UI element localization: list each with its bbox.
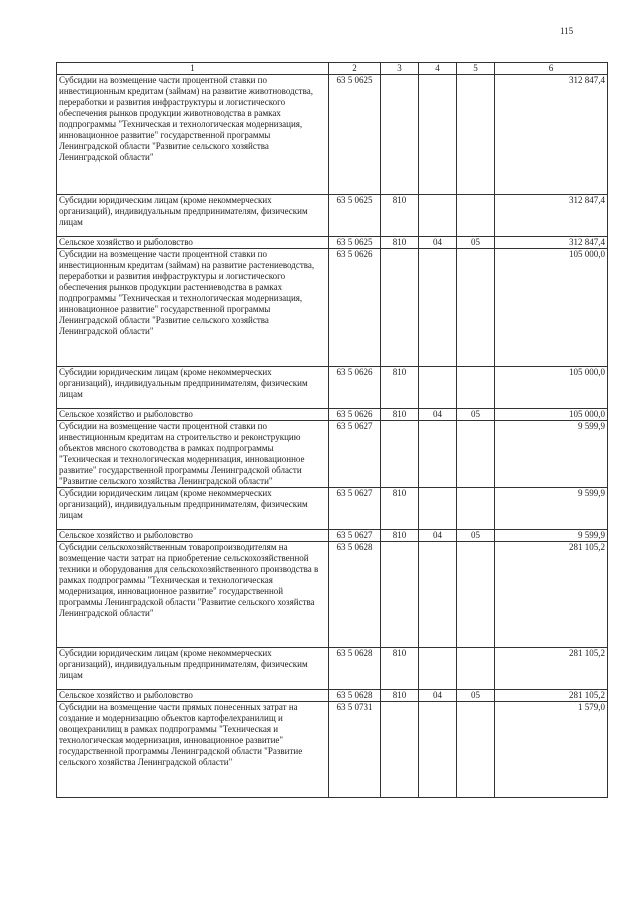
target-article-code: 63 5 0626 (329, 409, 381, 421)
amount: 281 105,2 (495, 690, 608, 702)
table-row (57, 421, 608, 488)
section: 04 (419, 409, 457, 421)
subsection (457, 75, 495, 195)
table-row (57, 648, 608, 690)
amount: 312 847,4 (495, 195, 608, 237)
amount: 1 579,0 (495, 702, 608, 798)
section: 04 (419, 530, 457, 542)
section: 04 (419, 690, 457, 702)
table-row (57, 367, 608, 409)
table-row (57, 542, 608, 648)
table-row (57, 195, 608, 237)
expense-type (381, 75, 419, 195)
table-row (57, 530, 608, 542)
table-row (57, 409, 608, 421)
page-number: 115 (560, 26, 574, 36)
subsection: 05 (457, 690, 495, 702)
target-article-code: 63 5 0627 (329, 421, 381, 488)
row-description: Субсидии на возмещение части процентной ставки по инвестиционным кредитам (займам) на развитие животноводства, переработки и развития инфраструктуры и логистического обеспечения рынков продукции животноводства в рамках подпрограммы "Техническая и технологическая модернизация, инновационное развитие" государственной программы Ленинградской области "Развитие сельского хозяйства Ленинградской области" (57, 75, 329, 195)
amount: 9 599,9 (495, 421, 608, 488)
subsection: 05 (457, 237, 495, 249)
column-header: 1 (57, 63, 329, 75)
subsection (457, 542, 495, 648)
amount: 105 000,0 (495, 249, 608, 367)
column-header: 2 (329, 63, 381, 75)
subsection: 05 (457, 409, 495, 421)
expense-type: 810 (381, 530, 419, 542)
target-article-code: 63 5 0626 (329, 367, 381, 409)
target-article-code: 63 5 0625 (329, 237, 381, 249)
amount: 9 599,9 (495, 488, 608, 530)
expense-type: 810 (381, 237, 419, 249)
table-row (57, 690, 608, 702)
table-row (57, 75, 608, 195)
column-header: 5 (457, 63, 495, 75)
row-description: Субсидии на возмещение части процентной ставки по инвестиционным кредитам на строительство и реконструкцию объектов мясного скотоводства в рамках подпрограммы "Техническая и технологическая модернизация, инновационное развитие" государственной программы Ленинградской области "Развитие сельского хозяйства Ленинградской области" (57, 421, 329, 488)
subsection: 05 (457, 530, 495, 542)
section (419, 488, 457, 530)
row-description: Субсидии юридическим лицам (кроме некоммерческих организаций), индивидуальным предпринимателям, физическим лицам (57, 195, 329, 237)
subsection (457, 702, 495, 798)
target-article-code: 63 5 0628 (329, 542, 381, 648)
section (419, 249, 457, 367)
expense-type (381, 542, 419, 648)
amount: 105 000,0 (495, 409, 608, 421)
section (419, 702, 457, 798)
amount: 105 000,0 (495, 367, 608, 409)
target-article-code: 63 5 0626 (329, 249, 381, 367)
target-article-code: 63 5 0628 (329, 648, 381, 690)
amount: 312 847,4 (495, 75, 608, 195)
subsection (457, 249, 495, 367)
target-article-code: 63 5 0627 (329, 530, 381, 542)
amount: 281 105,2 (495, 542, 608, 648)
expense-type: 810 (381, 648, 419, 690)
amount: 9 599,9 (495, 530, 608, 542)
row-description: Субсидии юридическим лицам (кроме некоммерческих организаций), индивидуальным предпринимателям, физическим лицам (57, 648, 329, 690)
expense-type: 810 (381, 409, 419, 421)
expense-type: 810 (381, 195, 419, 237)
section (419, 421, 457, 488)
expense-type: 810 (381, 690, 419, 702)
section (419, 75, 457, 195)
target-article-code: 63 5 0625 (329, 75, 381, 195)
row-description: Субсидии на возмещение части прямых понесенных затрат на создание и модернизацию объектов картофелехранилищ и овощехранилищ в рамках подпрограммы "Техническая и технологическая модернизация, инновационное развитие" государственной программы Ленинградской области "Развитие сельского хозяйства Ленинградской области" (57, 702, 329, 798)
subsection (457, 195, 495, 237)
subsection (457, 367, 495, 409)
target-article-code: 63 5 0627 (329, 488, 381, 530)
table-row (57, 488, 608, 530)
target-article-code: 63 5 0625 (329, 195, 381, 237)
row-description: Субсидии сельскохозяйственным товаропроизводителям на возмещение части затрат на приобретение сельскохозяйственной техники и оборудования для сельскохозяйственного производства в рамках подпрограммы "Техническая и технологическая модернизация, инновационное развитие" государственной программы Ленинградской области "Развитие сельского хозяйства Ленинградской области" (57, 542, 329, 648)
row-description: Сельское хозяйство и рыболовство (57, 530, 329, 542)
section (419, 195, 457, 237)
section (419, 648, 457, 690)
table-row (57, 249, 608, 367)
row-description: Сельское хозяйство и рыболовство (57, 690, 329, 702)
expense-type (381, 702, 419, 798)
expense-type: 810 (381, 367, 419, 409)
row-description: Сельское хозяйство и рыболовство (57, 409, 329, 421)
column-header: 6 (495, 63, 608, 75)
amount: 312 847,4 (495, 237, 608, 249)
target-article-code: 63 5 0628 (329, 690, 381, 702)
column-header: 4 (419, 63, 457, 75)
expense-type (381, 421, 419, 488)
row-description: Сельское хозяйство и рыболовство (57, 237, 329, 249)
row-description: Субсидии юридическим лицам (кроме некоммерческих организаций), индивидуальным предпринимателям, физическим лицам (57, 488, 329, 530)
budget-table (56, 62, 608, 798)
section (419, 367, 457, 409)
subsection (457, 488, 495, 530)
expense-type: 810 (381, 488, 419, 530)
column-header: 3 (381, 63, 419, 75)
column-header-row (57, 63, 608, 75)
amount: 281 105,2 (495, 648, 608, 690)
row-description: Субсидии на возмещение части процентной ставки по инвестиционным кредитам (займам) на развитие растениеводства, переработки и развития инфраструктуры и логистического обеспечения рынков продукции растениеводства в рамках подпрограммы "Техническая и технологическая модернизация, инновационное развитие" государственной программы Ленинградской области "Развитие сельского хозяйства Ленинградской области" (57, 249, 329, 367)
row-description: Субсидии юридическим лицам (кроме некоммерческих организаций), индивидуальным предпринимателям, физическим лицам (57, 367, 329, 409)
section (419, 542, 457, 648)
table-row (57, 702, 608, 798)
table-row (57, 237, 608, 249)
section: 04 (419, 237, 457, 249)
target-article-code: 63 5 0731 (329, 702, 381, 798)
subsection (457, 421, 495, 488)
subsection (457, 648, 495, 690)
expense-type (381, 249, 419, 367)
